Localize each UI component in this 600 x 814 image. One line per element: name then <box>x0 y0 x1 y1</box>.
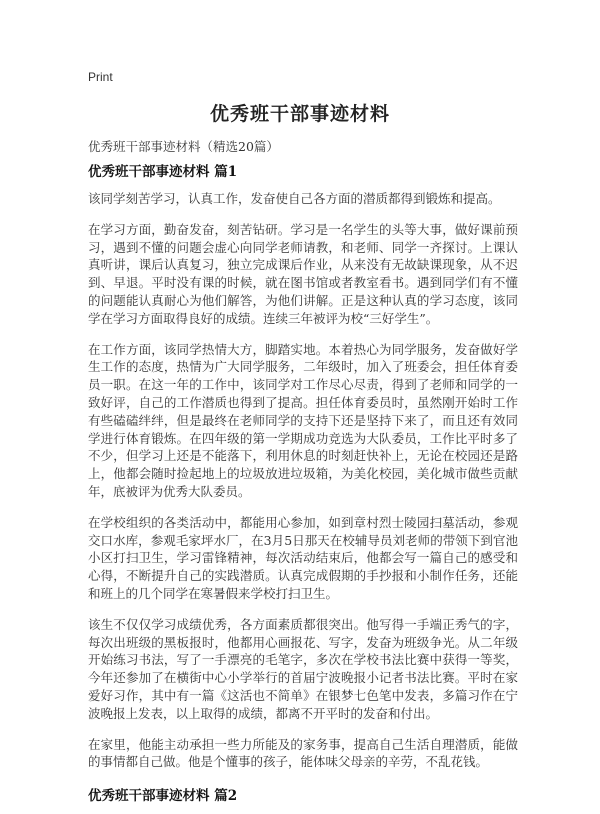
document-title: 优秀班干部事迹材料 <box>209 103 390 125</box>
paragraph-3: 在工作方面，该同学热情大方，脚踏实地。本着热心为同学服务，发奋做好学生工作的态度，热情为广大同学服务，二年级时，加入了班委会，担任体育委员一职。在这一年的工作中，该同学对工作尽心尽责，得到了老师和同学的一致好评，自己的工作潜质也得到了提高。担任体育委员时，虽然刚开始时工作有些磕磕绊绊，但是最终在老师同学的支持下还是坚持下来了，而且还有效同学进行体育锻炼。在四年级的第一学期成功竞选为大队委员，工作比平时多了不少，但学习上还是不能落下，利用休息的时刻赶快补上，无论在校园还是路上，他都会随时捡起地上的垃圾放进垃圾箱，为美化校园，美化城市做些贡献年，底被评为优秀大队委员。 <box>88 341 518 499</box>
print-label[interactable]: Print <box>88 70 113 84</box>
section-heading-2: 优秀班干部事迹材料 篇2 <box>88 788 238 805</box>
paragraph-4: 在学校组织的各类活动中，都能用心参加，如到章村烈士陵园扫墓活动，参观交口水库，参观毛家坪水厂，在3月5日那天在校辅导员刘老师的带领下到官池小区打扫卫生，学习雷锋精神，每次活动结束后，他都会写一篇自己的感受和心得，不断提升自己的实践潜质。认真完成假期的手抄报和小制作任务，还能和班上的几个同学在寒暑假来学校打扫卫生。 <box>88 514 518 601</box>
paragraph-1: 该同学刻苦学习，认真工作，发奋使自己各方面的潜质都得到锻炼和提高。 <box>88 191 501 206</box>
paragraph-6: 在家里，他能主动承担一些力所能及的家务事，提高自己生活自理潜质，能做的事情都自己做。他是个懂事的孩子，能体味父母亲的辛劳，不乱花钱。 <box>88 736 518 770</box>
paragraph-2: 在学习方面，勤奋发奋，刻苦钻研。学习是一名学生的头等大事，做好课前预习，遇到不懂的问题会虚心向同学老师请教，和老师、同学一齐探讨。上课认真听讲，课后认真复习，独立完成课后作业，从来没有无故缺课现象，从不迟到、早退。平时没有课的时候，就在图书馆或者教室看书。遇到同学们有不懂的问题能认真耐心为他们解答，为他们讲解。正是这种认真的学习态度，该同学在学习方面取得良好的成绩。连续三年被评为校“三好学生”。 <box>88 221 518 326</box>
paragraph-5: 该生不仅仅学习成绩优秀，各方面素质都很突出。他写得一手端正秀气的字，每次出班级的黑板报时，他都用心画报花、写字，发奋为班级争光。从二年级开始练习书法，写了一手漂亮的毛笔字，多次在学校书法比赛中获得一等奖，今年还参加了在横街中心小学举行的首届宁波晚报小记者书法比赛。平时在家爱好习作，其中有一篇《这活也不简单》在银梦七色笔中发表，多篇习作在宁波晚报上发表，以上取得的成绩，都离不开平时的发奋和付出。 <box>88 616 518 721</box>
section-heading-1: 优秀班干部事迹材料 篇1 <box>88 164 238 180</box>
document-content <box>88 160 518 814</box>
document-subtitle: 优秀班干部事迹材料（精选20篇） <box>88 139 279 154</box>
